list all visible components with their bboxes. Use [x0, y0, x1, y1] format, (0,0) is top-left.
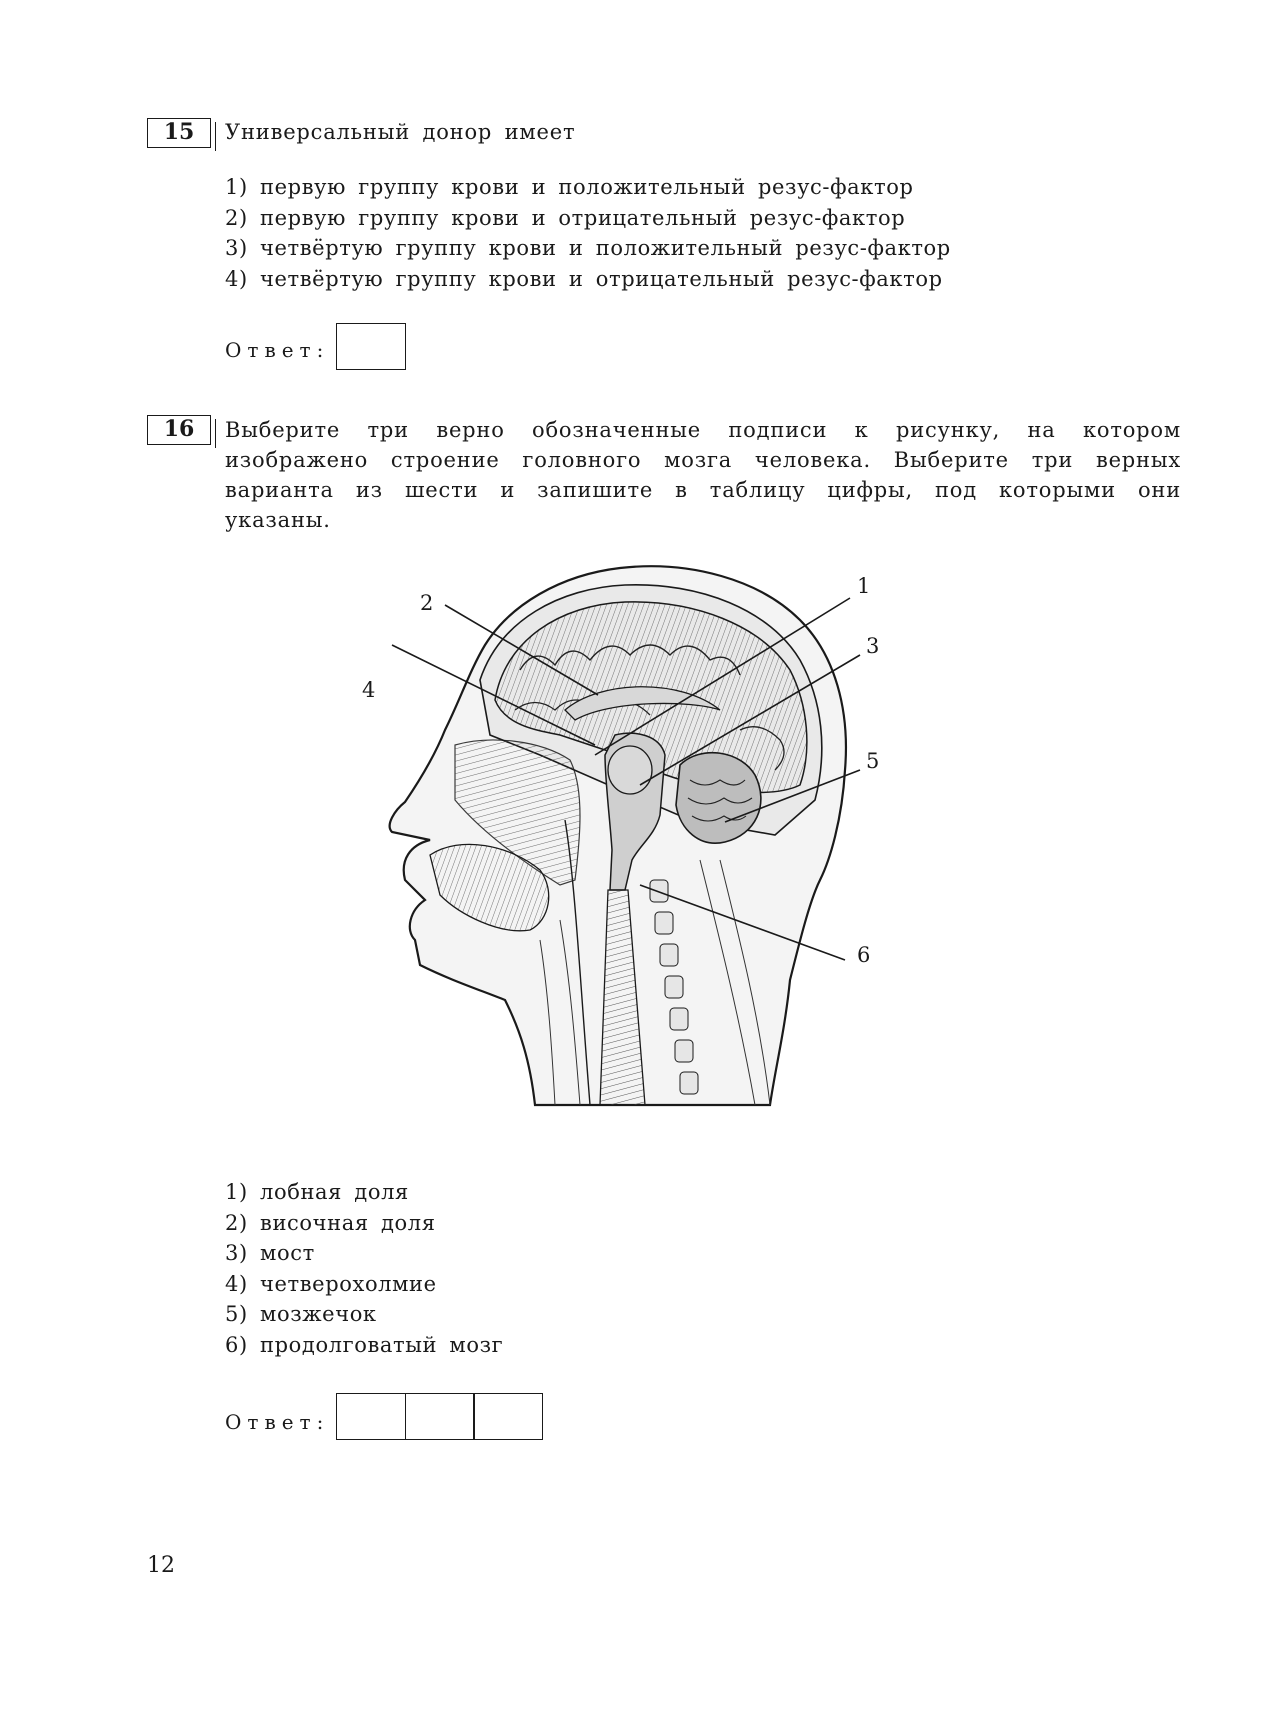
figure-label-2: 2 [420, 591, 434, 615]
task-16-option: 3) мост [225, 1241, 315, 1265]
task-15-option: 3) четвёртую группу крови и положительный резус-фактор [225, 236, 951, 260]
answer-cell[interactable] [405, 1393, 475, 1440]
task-15-options [225, 172, 951, 294]
task-15-answer-label: Ответ: [225, 338, 330, 362]
answer-cell[interactable] [336, 323, 406, 370]
figure-label-6: 6 [857, 943, 871, 967]
task-16-answer-box[interactable] [336, 1393, 543, 1440]
task-15-option: 1) первую группу крови и положительный резус-фактор [225, 175, 914, 199]
task-15-number: 15 [147, 118, 211, 148]
figure-label-3: 3 [866, 634, 880, 658]
pons [608, 746, 652, 794]
task-16-option: 5) мозжечок [225, 1302, 377, 1326]
task-15-option: 4) четвёртую группу крови и отрицательный резус-фактор [225, 266, 943, 291]
figure-label-1: 1 [857, 574, 871, 598]
task-16-question: Выберите три верно обозначенные подписи к рисунку, на котором изображено строение головного мозга человека. Выберите три верных варианта из шести и запишите в таблицу цифры, под которыми они указаны. [225, 418, 1181, 532]
task-15-option: 2) первую группу крови и отрицательный резус-фактор [225, 205, 906, 230]
task-16-number: 16 [147, 415, 211, 445]
task-15-question: Универсальный донор имеет [225, 120, 576, 144]
task-16-option: 2) височная доля [225, 1210, 436, 1235]
page-number: 12 [147, 1553, 175, 1578]
task-15-answer-box[interactable] [336, 323, 406, 370]
task-16-options [225, 1177, 503, 1360]
task-16-answer-label: Ответ: [225, 1410, 330, 1434]
task-16-option: 1) лобная доля [225, 1180, 409, 1204]
figure-label-5: 5 [866, 749, 880, 773]
figure-label-4: 4 [362, 678, 376, 702]
answer-cell[interactable] [336, 1393, 406, 1440]
answer-cell[interactable] [473, 1393, 543, 1440]
brain-figure [0, 560, 1270, 1180]
task-16-option: 6) продолговатый мозг [225, 1332, 504, 1357]
task-16-option: 4) четверохолмие [225, 1271, 437, 1296]
